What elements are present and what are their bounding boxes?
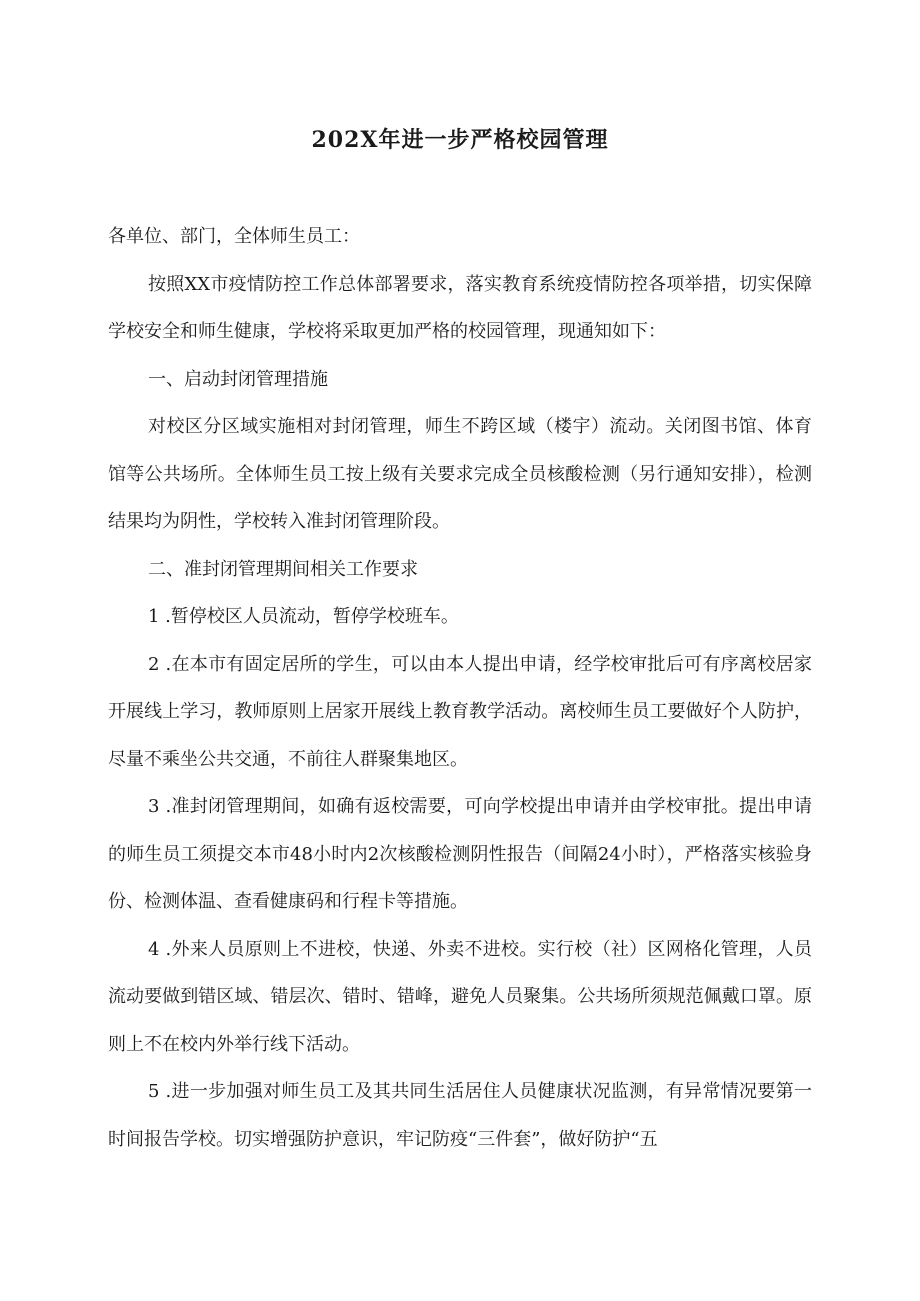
item-4: 4 .外来人员原则上不进校，快递、外卖不进校。实行校（社）区网格化管理，人员流动要做到错区域、错层次、错时、错峰，避免人员聚集。公共场所须规范佩戴口罩。原则上不在校内外举行线下活动。 [108,938,812,1055]
document-body [108,213,812,1163]
document-title: 202X年进一步严格校园管理 [311,127,609,153]
item-1: 1 .暂停校区人员流动，暂停学校班车。 [148,606,459,627]
intro-paragraph: 按照XX市疫情防控工作总体部署要求，落实教育系统疫情防控各项举措，切实保障学校安全和师生健康，学校将采取更加严格的校园管理，现通知如下： [108,273,812,342]
item-3: 3 .准封闭管理期间，如确有返校需要，可向学校提出申请并由学校审批。提出申请的师生员工须提交本市48小时内2次核酸检测阴性报告（间隔24小时），严格落实核验身份、检测体温、查看健康码和行程卡等措施。 [108,796,812,912]
item-2: 2 .在本市有固定居所的学生，可以由本人提出申请，经学校审批后可有序离校居家开展线上学习，教师原则上居家开展线上教育教学活动。离校师生员工要做好个人防护，尽量不乘坐公共交通，不前往人群聚集地区。 [108,653,812,770]
section-heading-1: 一、启动封闭管理措施 [148,368,328,390]
salutation: 各单位、部门，全体师生员工： [108,226,360,247]
item-5: 5 .进一步加强对师生员工及其共同生活居住人员健康状况监测，有异常情况要第一时间报告学校。切实增强防护意识，牢记防疫“三件套”，做好防护“五 [108,1081,812,1150]
section-1-paragraph: 对校区分区域实施相对封闭管理，师生不跨区域（楼宇）流动。关闭图书馆、体育馆等公共场所。全体师生员工按上级有关要求完成全员核酸检测（另行通知安排），检测结果均为阴性，学校转入准封闭管理阶段。 [108,416,812,532]
section-heading-2: 二、准封闭管理期间相关工作要求 [148,558,418,580]
